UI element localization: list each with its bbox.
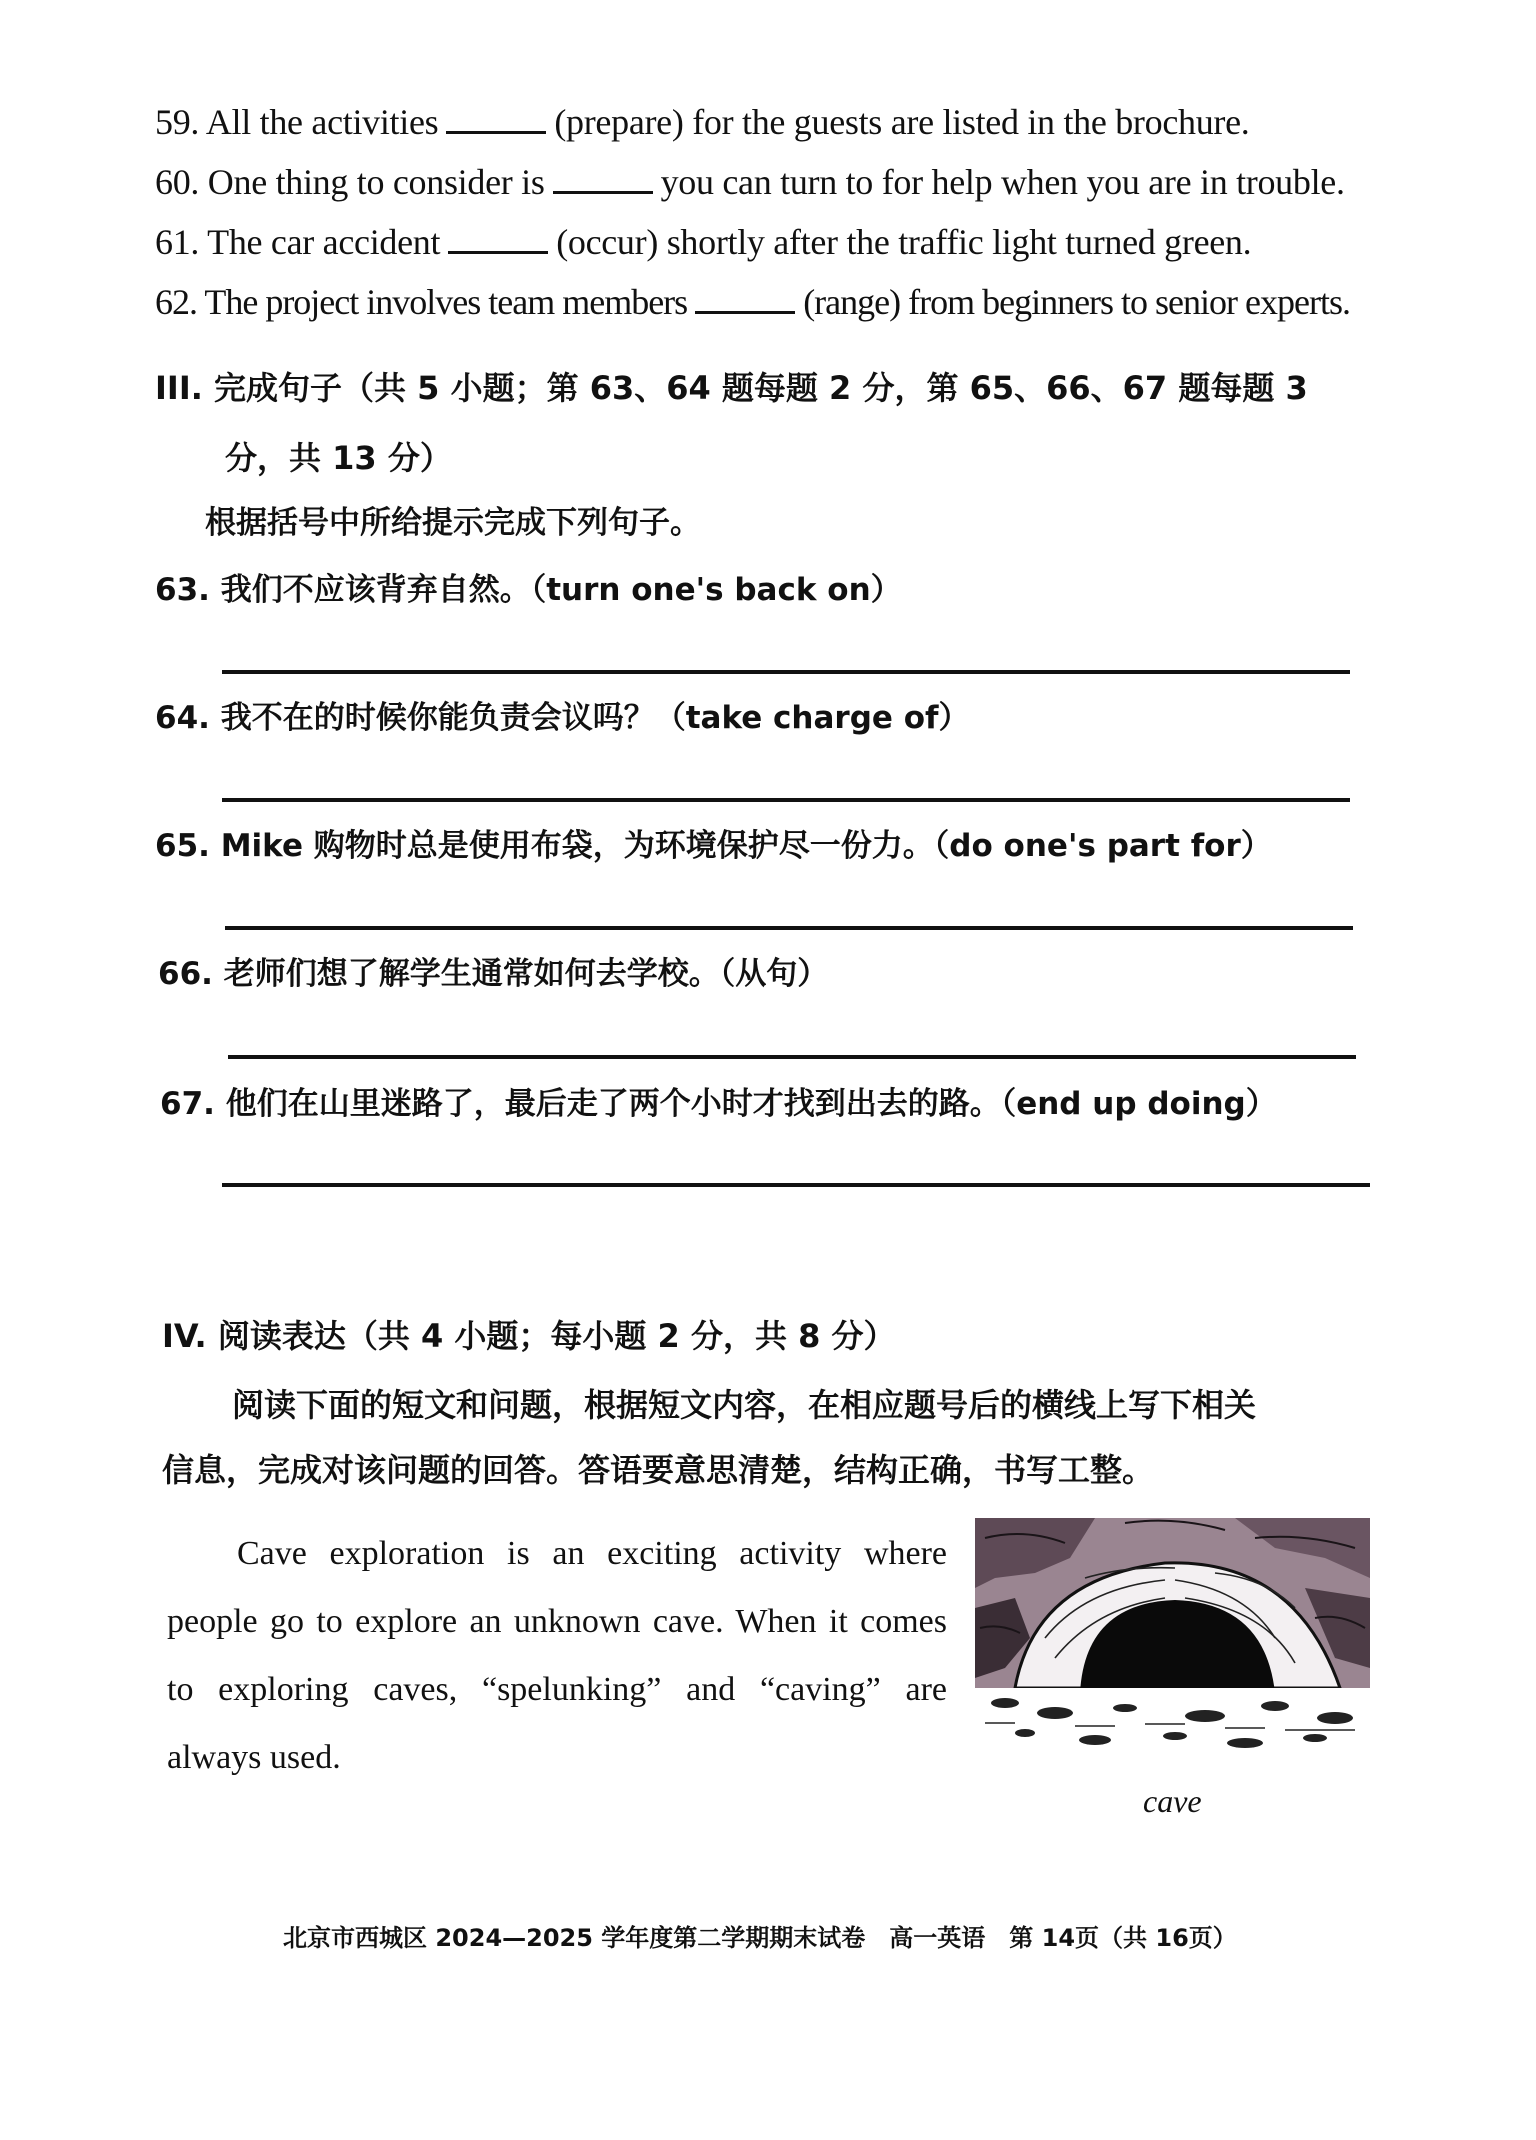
- section-4-instruction-2: 信息，完成对该问题的回答。答语要意思清楚，结构正确，书写工整。: [162, 1451, 1155, 1489]
- cave-illustration: [975, 1518, 1370, 1753]
- reading-passage: [167, 1520, 947, 1792]
- image-caption: cave: [1143, 1783, 1202, 1819]
- answer-line-67[interactable]: [222, 1183, 1370, 1187]
- answer-line-64[interactable]: [222, 798, 1350, 802]
- page-footer: 北京市西城区 2024—2025 学年度第二学期期末试卷 高一英语 第 14页（共 16页）: [283, 1924, 1237, 1952]
- section-3-heading: III. 完成句子（共 5 小题；第 63、64 题每题 2 分，第 65、66、67 题每题 3: [155, 369, 1308, 407]
- answer-line-65[interactable]: [225, 926, 1353, 930]
- answer-line-66[interactable]: [228, 1055, 1356, 1059]
- question-67: 67. 他们在山里迷路了，最后走了两个小时才找到出去的路。（end up doing）: [160, 1086, 1277, 1122]
- answer-blank[interactable]: [695, 285, 795, 314]
- question-64: 64. 我不在的时候你能负责会议吗？（take charge of）: [155, 700, 970, 736]
- question-59-before: 59. All the activities: [155, 102, 439, 142]
- passage-line: to exploring caves, “spelunking” and “caving” are: [167, 1671, 947, 1708]
- passage-line: Cave exploration is an exciting activity where: [237, 1535, 947, 1572]
- question-65: 65. Mike 购物时总是使用布袋，为环境保护尽一份力。（do one's part for）: [155, 828, 1272, 864]
- passage-line: people go to explore an unknown cave. When it comes: [167, 1603, 947, 1640]
- question-61: [155, 222, 1251, 262]
- section-4-heading: IV. 阅读表达（共 4 小题；每小题 2 分，共 8 分）: [162, 1317, 896, 1355]
- passage-line: always used.: [167, 1739, 341, 1776]
- question-63: 63. 我们不应该背弃自然。（turn one's back on）: [155, 572, 902, 608]
- question-59: [155, 102, 1249, 142]
- question-61-after: (occur) shortly after the traffic light turned green.: [556, 222, 1252, 262]
- question-62-before: 62. The project involves team members: [155, 282, 688, 322]
- answer-blank[interactable]: [446, 105, 546, 134]
- question-62-after: (range) from beginners to senior experts.: [803, 282, 1350, 322]
- answer-blank[interactable]: [553, 165, 653, 194]
- question-60-before: 60. One thing to consider is: [155, 162, 545, 202]
- section-3-instruction: 根据括号中所给提示完成下列句子。: [205, 505, 701, 541]
- question-60: [155, 162, 1345, 202]
- question-61-before: 61. The car accident: [155, 222, 441, 262]
- section-3-heading-cont: 分，共 13 分）: [225, 439, 452, 477]
- question-59-after: (prepare) for the guests are listed in the brochure.: [554, 102, 1250, 142]
- question-62: [155, 282, 1350, 322]
- question-66: 66. 老师们想了解学生通常如何去学校。（从句）: [158, 956, 829, 992]
- answer-blank[interactable]: [448, 225, 548, 254]
- section-4-instruction-1: 阅读下面的短文和问题，根据短文内容，在相应题号后的横线上写下相关: [232, 1386, 1257, 1424]
- answer-line-63[interactable]: [222, 670, 1350, 674]
- question-60-after: you can turn to for help when you are in trouble.: [660, 162, 1345, 202]
